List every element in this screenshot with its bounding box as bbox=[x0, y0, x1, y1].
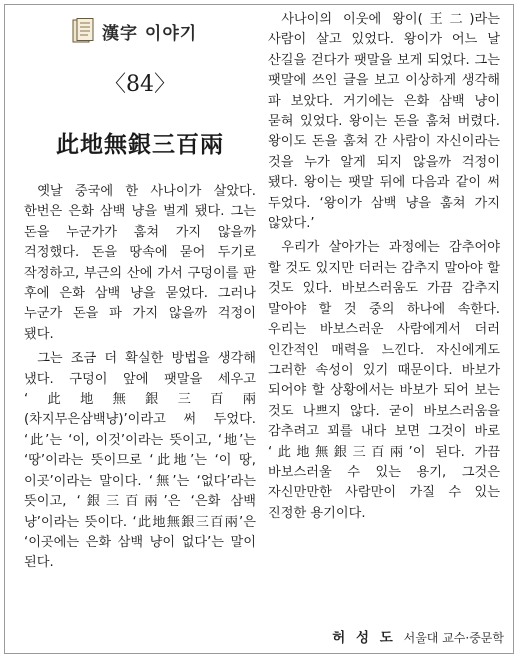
author-signature bbox=[332, 626, 504, 646]
paragraph: 옛날 중국에 한 사나이가 살았다. 한번은 은화 삼백 냥을 벌게 됐다. 그는 돈을 누군가가 훔쳐 가지 않을까 걱정했다. 돈을 땅속에 묻어 두기로 작정하고, 부근의 산에 가서 구덩이를 판 후에 은화 삼백 냥을 묻었다. 그러나 누군가 돈을 파 가지 않을까 걱정이 됐다. bbox=[24, 184, 256, 342]
series-title: 漢字 이야기 bbox=[102, 23, 198, 44]
author-name: 허 성 도 bbox=[332, 630, 396, 646]
right-column bbox=[268, 10, 500, 524]
left-column bbox=[24, 10, 256, 574]
paragraph: 사나이의 이웃에 왕이(王二)라는 사람이 살고 있었다. 왕이가 어느 날 산길을 걷다가 팻말을 보게 되었다. 그는 팻말에 쓰인 글을 보고 이상하게 생각해 파 보았다. 거기에는 은화 삼백 냥이 묻혀 있었다. 왕이는 돈을 훔쳐 버렸다. 왕이도 돈을 훔쳐 간 사람이 자신이라는 것을 누가 알게 되지 않을까 걱정이 됐다. 왕이는 팻말 뒤에 다음과 같이 써 두었다. ‘왕이가 삼백 냥을 훔쳐 가지 않았다.’ bbox=[268, 12, 500, 232]
paragraph: 그는 조금 더 확실한 방법을 생각해 냈다. 구덩이 앞에 팻말을 세우고 ‘此地無銀三百兩(차지무은삼백냥)’이라고 써 두었다. ‘此’는 ‘이, 이것’이라는 뜻이고, ‘地’는 ‘땅’이라는 뜻이므로 ‘此地’는 ‘이 땅, 이곳’이라는 말이다. ‘無’는 ‘없다’라는 뜻이고, ‘銀三百兩’은 ‘은화 삼백 냥’이라는 뜻이다. ‘此地無銀三百兩’은 ‘이곳에는 은화 삼백 냥이 없다’는 말이 된다. bbox=[24, 351, 256, 571]
left-body bbox=[24, 182, 256, 574]
article-title: 此地無銀三百兩 bbox=[56, 131, 224, 158]
author-affiliation: 서울대 교수·중문학 bbox=[403, 631, 504, 645]
column-header bbox=[24, 10, 256, 52]
paragraph: 우리가 살아가는 과정에는 감추어야 할 것도 있지만 더러는 감추지 말아야 할 것도 있다. 바보스러움도 가끔 감추지 말아야 할 것 중의 하나에 속한다. 우리는 바보스러운 사람에게서 더러 인간적인 매력을 느낀다. 자신에게도 그러한 속성이 있기 때문이다. 바보가 되어야 할 상황에서는 바보가 되어 보는 것도 나쁘지 않다. 굳이 바보스러움을 감추려고 꾀를 내다 보면 그것이 바로 ‘此地無銀三百兩’이 된다. 가끔 바보스러울 수 있는 용기, 그것은 자신만만한 사람만이 가질 수 있는 진정한 용기이다. bbox=[268, 240, 500, 521]
book-icon bbox=[72, 18, 94, 44]
article-number: 〈84〉 bbox=[104, 72, 176, 97]
